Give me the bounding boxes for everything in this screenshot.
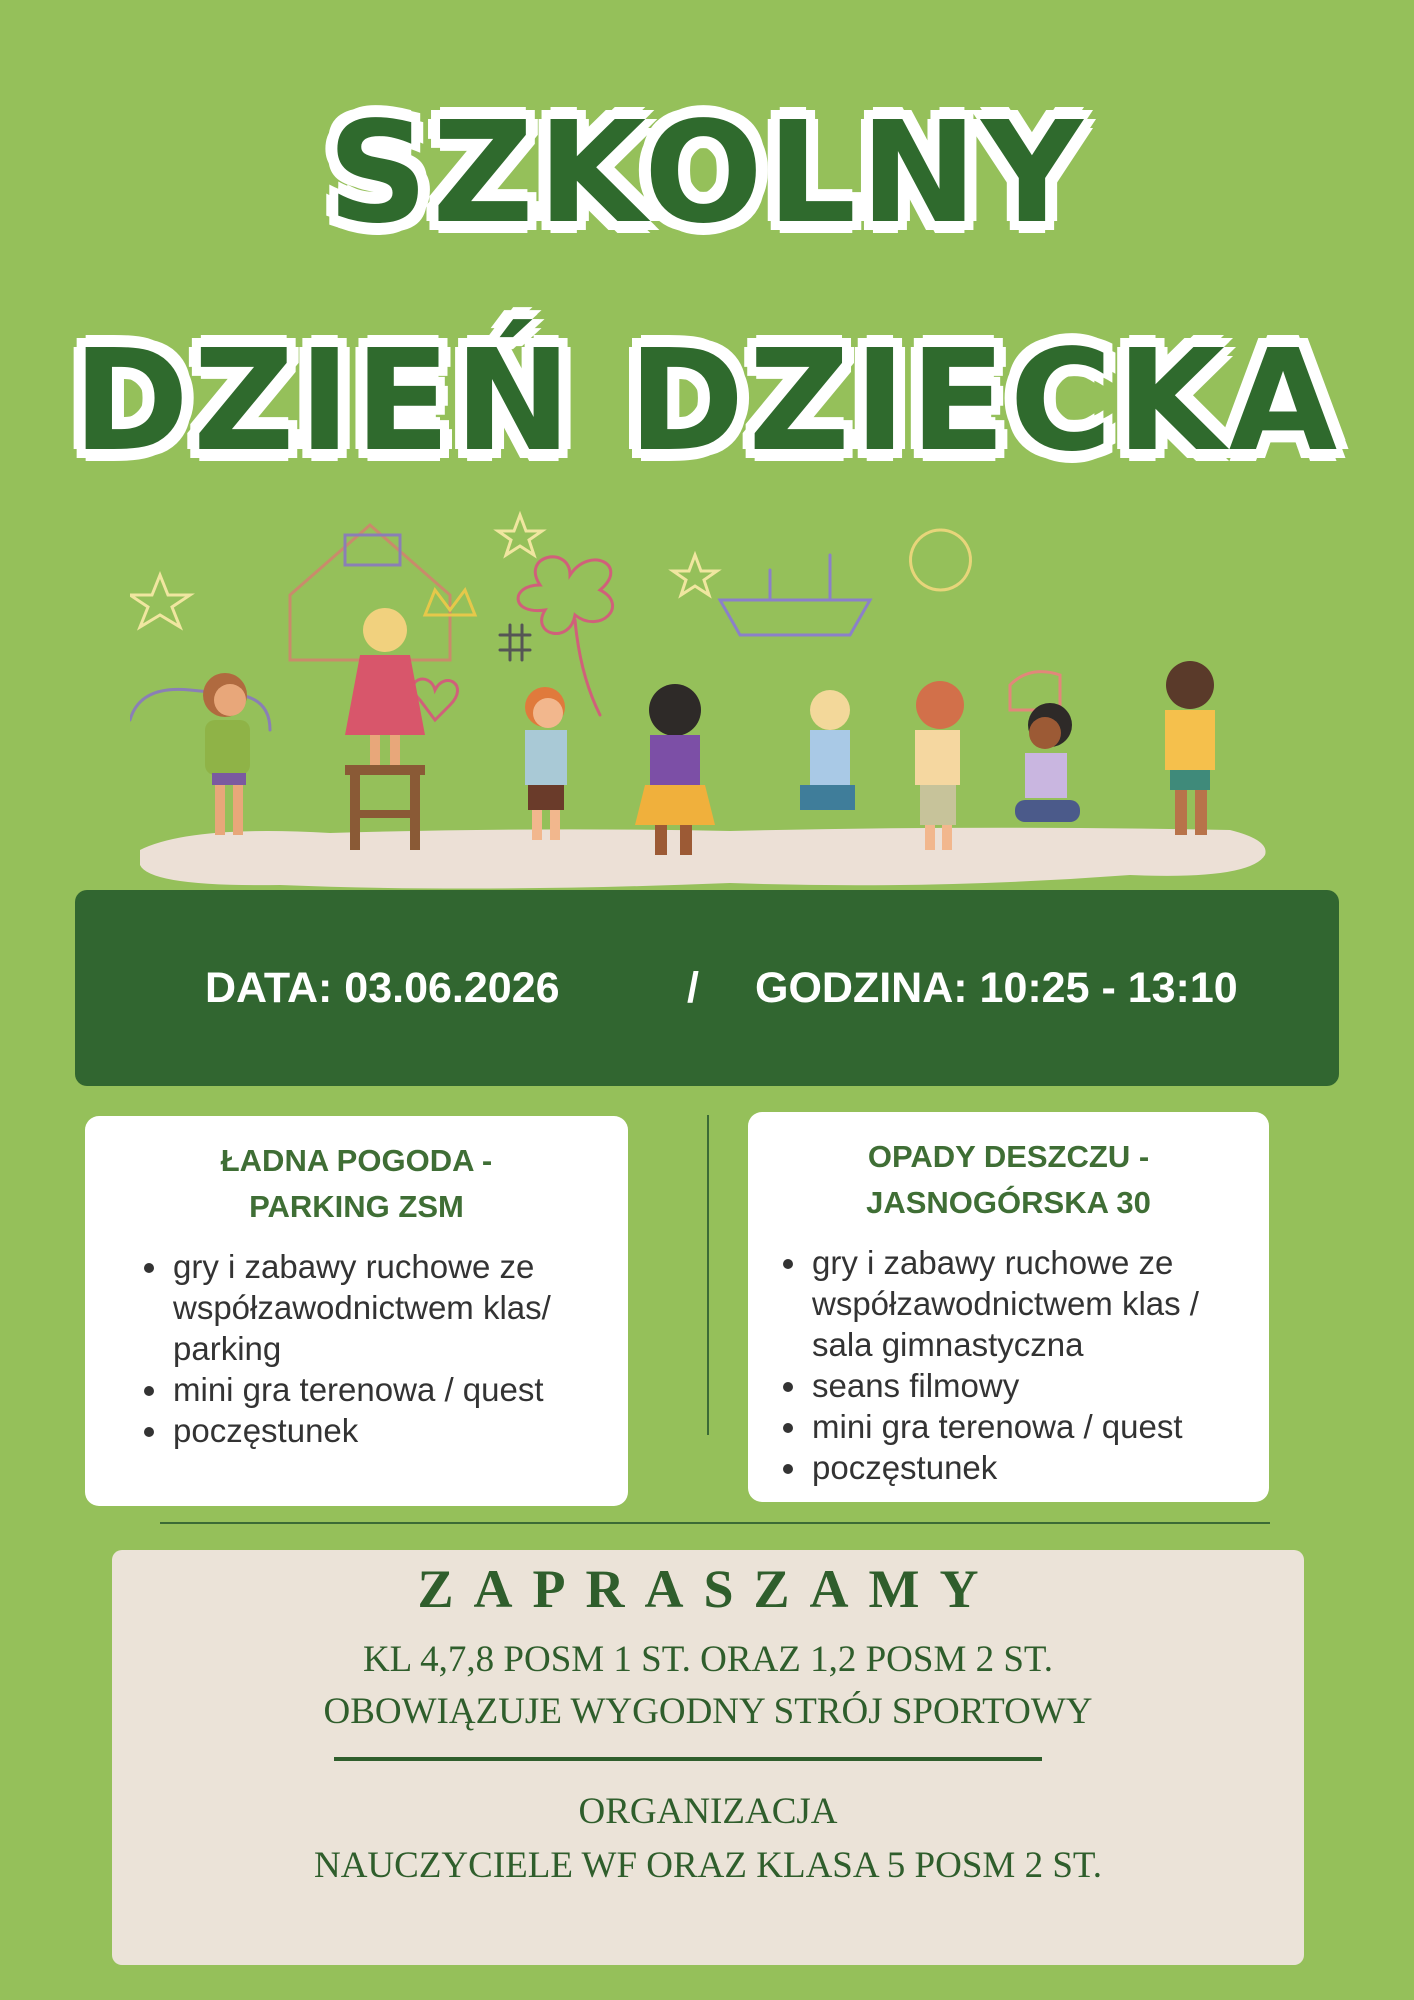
rain-heading-line2: JASNOGÓRSKA 30	[866, 1185, 1151, 1220]
event-time: GODZINA: 10:25 - 13:10	[755, 963, 1238, 1012]
rain-card	[748, 1112, 1269, 1502]
invite-heading: ZAPRASZAMY	[417, 1559, 999, 1619]
list-item: • poczęstunek	[810, 1447, 1249, 1488]
organizers-heading: ORGANIZACJA	[578, 1791, 838, 1832]
column-divider	[707, 1115, 709, 1435]
good-weather-activities	[105, 1246, 608, 1451]
good-weather-card	[85, 1116, 628, 1506]
invite-dress-code: OBOWIĄZUJE WYGODNY STRÓJ SPORTOWY	[323, 1691, 1093, 1732]
rain-heading-line1: OPADY DESZCZU -	[867, 1139, 1150, 1174]
event-date: DATA: 03.06.2026	[205, 963, 560, 1012]
list-item: • gry i zabawy ruchowe ze współzawodnictwem klas / sala gimnastyczna	[810, 1242, 1249, 1365]
invitation-panel	[112, 1550, 1304, 1965]
list-item: • seans filmowy	[810, 1365, 1249, 1406]
list-item: • mini gra terenowa / quest	[171, 1369, 608, 1410]
list-item: • poczęstunek	[171, 1410, 608, 1451]
rain-heading	[768, 1134, 1249, 1226]
invite-divider	[334, 1757, 1042, 1761]
children-drawing-illustration	[130, 495, 1280, 890]
invite-classes: KL 4,7,8 POSM 1 ST. ORAZ 1,2 POSM 2 ST.	[362, 1639, 1054, 1680]
section-divider	[160, 1522, 1270, 1524]
organizers-text: NAUCZYCIELE WF ORAZ KLASA 5 POSM 2 ST.	[313, 1845, 1103, 1886]
date-time-banner	[75, 890, 1339, 1086]
good-weather-heading-line1: ŁADNA POGODA -	[220, 1143, 493, 1178]
good-weather-heading-line2: PARKING ZSM	[249, 1189, 464, 1224]
poster-title-line2: DZIEŃ DZIECKA	[72, 320, 1342, 483]
banner-separator: /	[687, 963, 699, 1012]
rain-activities	[768, 1242, 1249, 1488]
list-item: • mini gra terenowa / quest	[810, 1406, 1249, 1447]
list-item: • gry i zabawy ruchowe ze współzawodnictwem klas/ parking	[171, 1246, 608, 1369]
good-weather-heading	[105, 1138, 608, 1230]
poster-title-line1: SZKOLNY	[327, 92, 1087, 255]
